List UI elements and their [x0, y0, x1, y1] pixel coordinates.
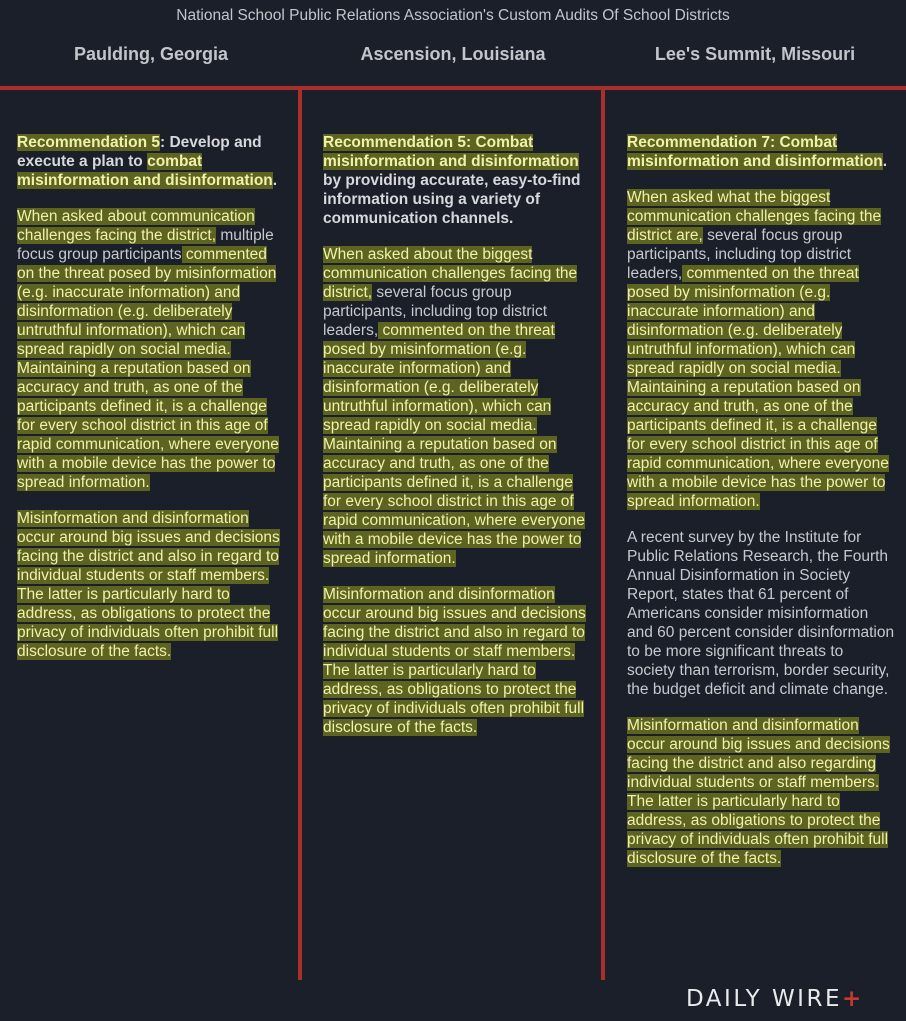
plain-text: several focus group participants, including top district leaders, — [627, 227, 852, 282]
recommendation-end: . — [272, 172, 278, 189]
column-paulding — [17, 133, 283, 678]
recommendation-end: . — [882, 153, 888, 170]
recommendation — [323, 133, 589, 228]
column-header-paulding: Paulding, Georgia — [73, 44, 229, 64]
paragraph-misinformation — [627, 716, 895, 868]
highlighted-text: Misinformation and disinformation occur around big issues and decisions facing the district and also regarding individual students or staff members. The latter is particularly hard to address, as obligations to protect the privacy of individuals often prohibit full disclosure of the facts. — [627, 717, 890, 867]
highlighted-text: commented on the threat posed by misinformation (e.g. inaccurate information) and disinformation (e.g. deliberately untruthful information), which can spread rapidly on social media. Maintaining a reputation based on accuracy and truth, as one of the participants defined it, is a challenge for every school district in this age of rapid communication, where everyone with a mobile device has the power to spread information. — [323, 322, 585, 567]
logo-plus: + — [841, 986, 864, 1012]
highlighted-text: commented on the threat posed by misinformation (e.g. inaccurate information) and disinformation (e.g. deliberately untruthful information), which can spread rapidly on social media. Maintaining a reputation based on accuracy and truth, as one of the participants defined it, is a challenge for every school district in this age of rapid communication, where everyone with a mobile device has the power to spread information. — [627, 265, 889, 510]
paragraph-misinformation — [17, 509, 283, 661]
recommendation-highlight: Recommendation 7: Combat misinformation and disinformation — [627, 134, 883, 170]
logo-text: DAILY WIRE — [686, 986, 842, 1012]
highlighted-text: Misinformation and disinformation occur around big issues and decisions facing the district and also in regard to individual students or staff members. The latter is particularly hard to address, as obligations to protect the privacy of individuals often prohibit full disclosure of the facts. — [17, 510, 280, 660]
column-divider-1 — [298, 90, 302, 980]
column-header-ascension: Ascension, Louisiana — [360, 44, 546, 64]
plain-text: several focus group participants, including top district leaders, — [323, 284, 548, 339]
recommendation-highlight: Recommendation 5: Combat misinformation and disinformation — [323, 134, 579, 170]
recommendation — [627, 133, 895, 171]
daily-wire-logo — [686, 986, 864, 1012]
highlighted-text: When asked what the biggest communication challenges facing the district are, — [627, 189, 882, 244]
column-divider-2 — [601, 90, 605, 980]
highlighted-text: Misinformation and disinformation occur around big issues and decisions facing the district and also in regard to individual students or staff members. The latter is particularly hard to address, as obligations to protect the privacy of individuals often prohibit full disclosure of the facts. — [323, 586, 586, 736]
paragraph-survey — [627, 528, 895, 699]
header-divider — [0, 86, 906, 90]
page-title: National School Public Relations Association's Custom Audits Of School Districts — [176, 7, 730, 24]
recommendation-text: : Develop and execute a plan to — [17, 134, 262, 170]
column-lees-summit — [627, 133, 895, 885]
recommendation-label: Recommendation — [17, 134, 148, 151]
paragraph-challenges — [17, 207, 283, 492]
recommendation-text: by providing accurate, easy-to-find information using a variety of communication channels. — [323, 172, 581, 227]
plain-text: multiple focus group participants — [17, 227, 274, 263]
paragraph-challenges — [323, 245, 589, 568]
column-header-lees-summit: Lee's Summit, Missouri — [654, 44, 856, 64]
paragraph-misinformation — [323, 585, 589, 737]
highlighted-text: commented on the threat posed by misinformation (e.g. inaccurate information) and disinformation (e.g. deliberately untruthful information), which can spread rapidly on social media. Maintaining a reputation based on accuracy and truth, as one of the participants defined it, is a challenge for every school district in this age of rapid communication, where everyone with a mobile device has the power to spread information. — [17, 246, 279, 491]
column-ascension — [323, 133, 589, 754]
paragraph-challenges — [627, 188, 895, 511]
recommendation — [17, 133, 283, 190]
highlighted-text: When asked about communication challenges facing the district, — [17, 208, 255, 244]
highlighted-text: When asked about the biggest communication challenges facing the district, — [323, 246, 578, 301]
plain-text: A recent survey by the Institute for Public Relations Research, the Fourth Annual Disinformation in Society Report, states that 61 percent of Americans consider misinformation and 60 percent consider disinformation to be more significant threats to society than terrorism, border security, the budget deficit and climate change. — [627, 529, 895, 698]
recommendation-number: 5 — [147, 134, 160, 151]
recommendation-highlight: combat misinformation and disinformation — [17, 153, 273, 189]
